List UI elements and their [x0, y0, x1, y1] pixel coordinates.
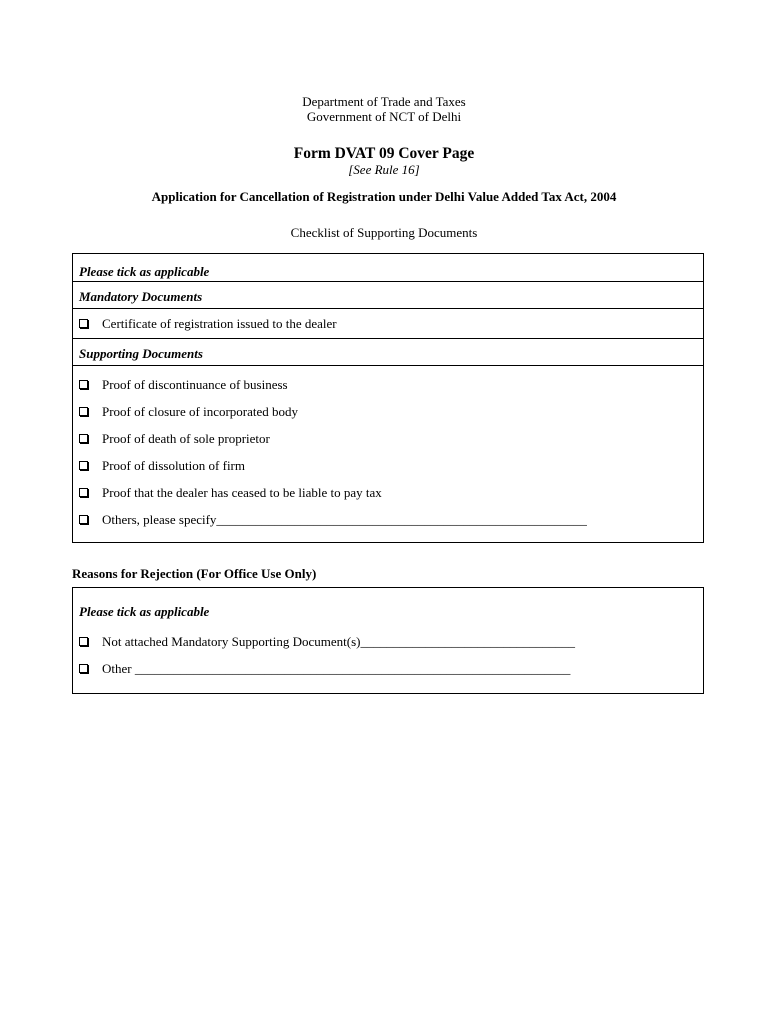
list-item[interactable] — [73, 655, 703, 682]
checkbox-icon[interactable] — [79, 407, 88, 416]
list-item[interactable] — [73, 371, 703, 398]
department-header — [0, 94, 768, 124]
checkbox-icon[interactable] — [79, 488, 88, 497]
item-label: Other ___________________________________________________________________ — [102, 660, 571, 676]
checkbox-icon[interactable] — [79, 319, 88, 328]
list-item[interactable] — [73, 309, 703, 339]
item-label: Proof of death of sole proprietor — [102, 430, 270, 446]
application-title: Application for Cancellation of Registration under Delhi Value Added Tax Act, 2004 — [151, 189, 617, 204]
list-item[interactable] — [73, 398, 703, 425]
rejection-list — [73, 624, 703, 682]
checklist-title: Checklist of Supporting Documents — [290, 225, 478, 240]
item-label: Proof of discontinuance of business — [102, 376, 288, 392]
list-item[interactable] — [73, 479, 703, 506]
tick-instruction: Please tick as applicable — [79, 604, 210, 619]
checklist-table — [72, 253, 704, 543]
supporting-list — [73, 366, 703, 533]
item-label: Certificate of registration issued to the dealer — [102, 315, 337, 331]
checkbox-icon[interactable] — [79, 380, 88, 389]
item-label: Not attached Mandatory Supporting Document(s)_________________________________ — [102, 633, 575, 649]
rejection-table — [72, 587, 704, 694]
list-item[interactable] — [73, 506, 703, 533]
item-label: Proof that the dealer has ceased to be liable to pay tax — [102, 484, 382, 500]
checkbox-icon[interactable] — [79, 637, 88, 646]
department-name: Department of Trade and Taxes — [302, 94, 466, 109]
list-item[interactable] — [73, 628, 703, 655]
item-label: Others, please specify_________________________________________________________ — [102, 511, 587, 527]
list-item[interactable] — [73, 452, 703, 479]
mandatory-heading: Mandatory Documents — [73, 282, 703, 309]
item-label: Proof of closure of incorporated body — [102, 403, 299, 419]
government-name: Government of NCT of Delhi — [306, 109, 462, 124]
checkbox-icon[interactable] — [79, 664, 88, 673]
item-label: Proof of dissolution of firm — [102, 457, 245, 473]
tick-instruction: Please tick as applicable — [73, 254, 703, 282]
rejection-heading: Reasons for Rejection (For Office Use Only) — [72, 566, 317, 581]
checkbox-icon[interactable] — [79, 515, 88, 524]
checkbox-icon[interactable] — [79, 461, 88, 470]
checkbox-icon[interactable] — [79, 434, 88, 443]
supporting-heading: Supporting Documents — [73, 339, 703, 366]
form-title: Form DVAT 09 Cover Page — [293, 145, 475, 162]
list-item[interactable] — [73, 425, 703, 452]
rule-reference: [See Rule 16] — [348, 162, 420, 177]
